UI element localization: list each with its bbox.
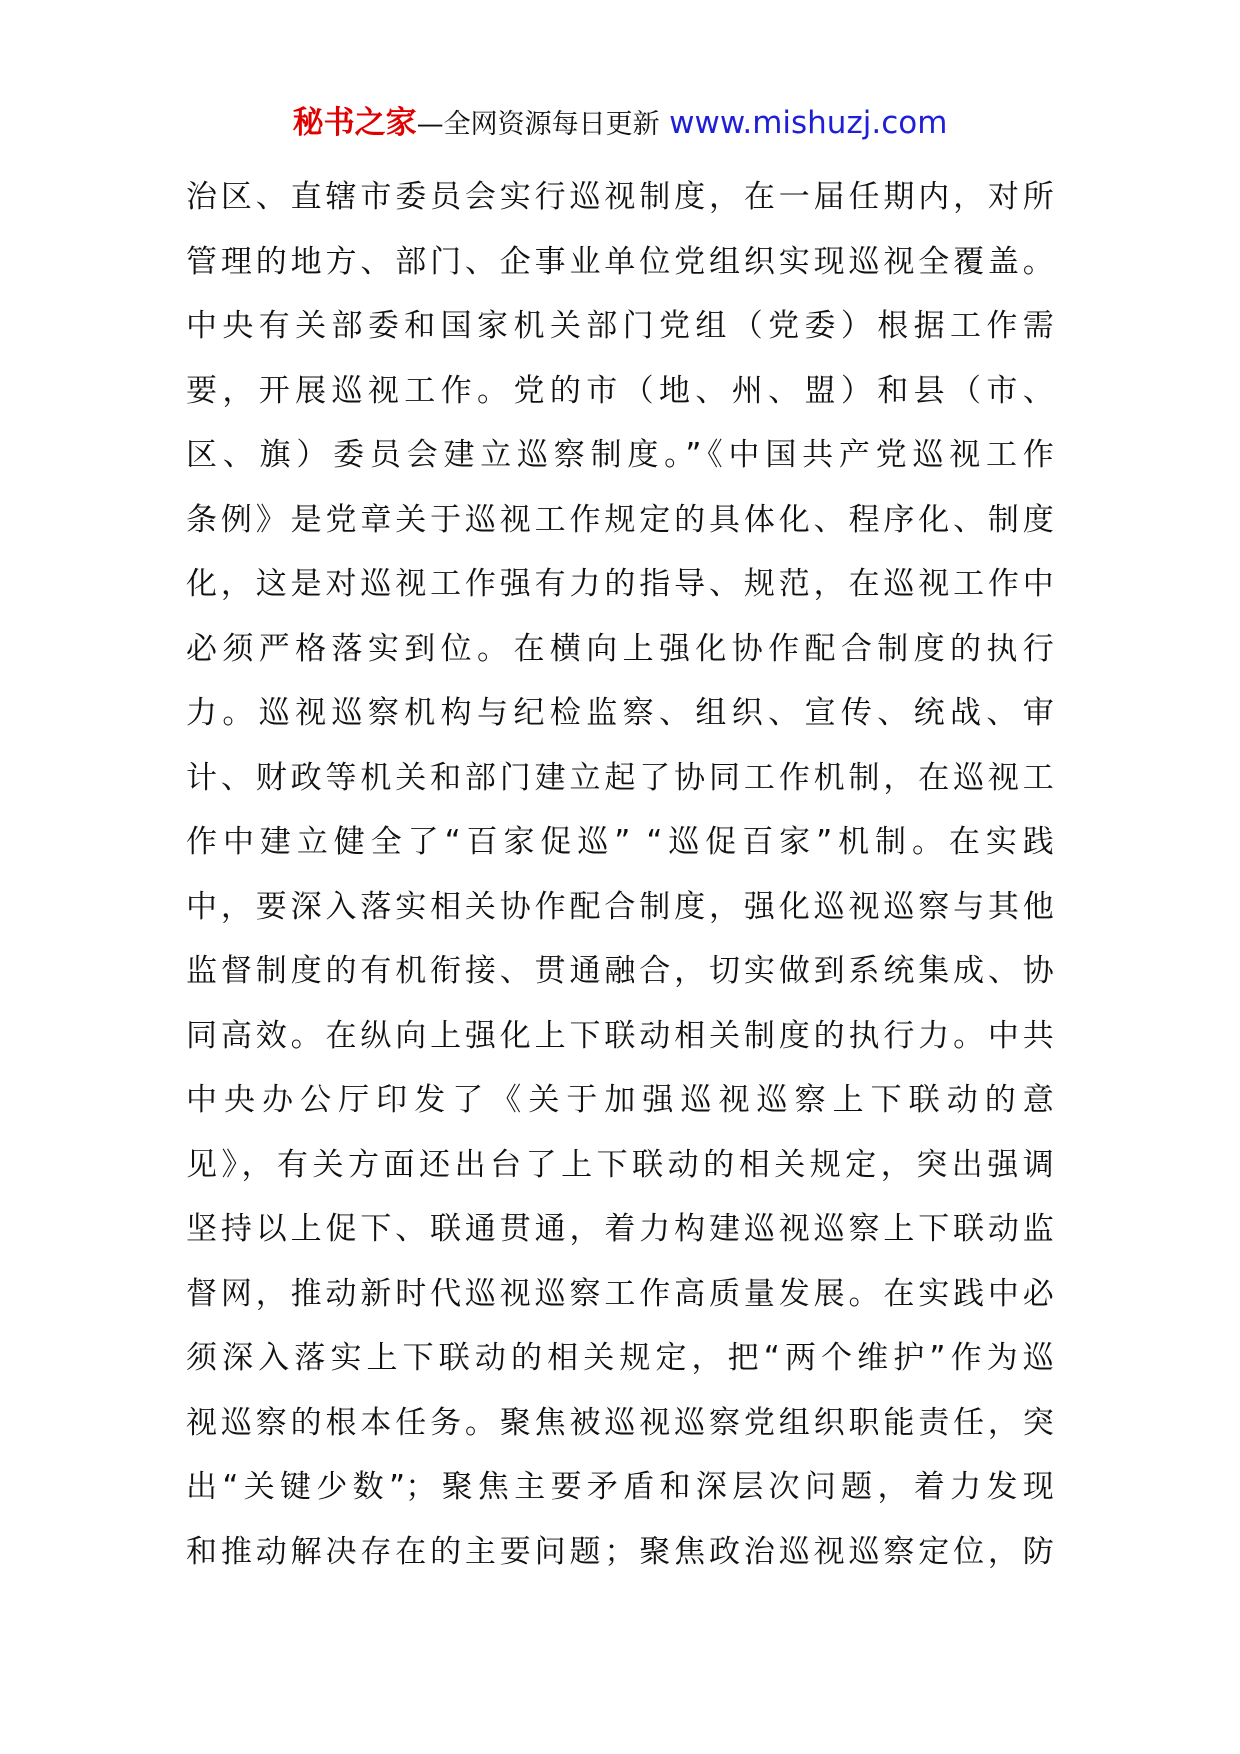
body-line: 计、财政等机关和部门建立起了协同工作机制，在巡视工 — [186, 759, 1054, 796]
body-line: 坚持以上促下、联通贯通，着力构建巡视巡察上下联动监 — [186, 1211, 1054, 1247]
header-tagline: —全网资源每日更新 — [416, 109, 660, 140]
page-header — [0, 100, 1240, 148]
body-line: 见》，有关方面还出台了上下联动的相关规定，突出强调 — [186, 1146, 1054, 1183]
body-line: 治区、直辖市委员会实行巡视制度，在一届任期内，对所 — [186, 179, 1054, 215]
body-line: 要，开展巡视工作。党的市（地、州、盟）和县（市、 — [186, 372, 1054, 409]
site-url-link[interactable]: www.mishuzj.com — [669, 105, 948, 141]
body-line: 出“关键少数”；聚焦主要矛盾和深层次问题，着力发现 — [186, 1469, 1054, 1505]
body-line: 监督制度的有机衔接、贯通融合，切实做到系统集成、协 — [186, 953, 1054, 989]
body-line: 和推动解决存在的主要问题；聚焦政治巡视巡察定位，防 — [186, 1533, 1054, 1570]
body-line: 力。巡视巡察机构与纪检监察、组织、宣传、统战、审 — [186, 695, 1054, 731]
body-line: 中央办公厅印发了《关于加强巡视巡察上下联动的意 — [186, 1082, 1054, 1118]
body-line: 须深入落实上下联动的相关规定，把“两个维护”作为巡 — [186, 1340, 1054, 1376]
body-line: 区、旗）委员会建立巡察制度。”《中国共产党巡视工作 — [186, 437, 1054, 473]
body-line: 条例》是党章关于巡视工作规定的具体化、程序化、制度 — [186, 501, 1054, 538]
brand-name: 秘书之家 — [292, 105, 417, 141]
body-line: 视巡察的根本任务。聚焦被巡视巡察党组织职能责任，突 — [186, 1404, 1054, 1441]
body-line: 同高效。在纵向上强化上下联动相关制度的执行力。中共 — [186, 1017, 1054, 1054]
body-line: 作中建立健全了“百家促巡” “巡促百家”机制。在实践 — [186, 824, 1054, 860]
body-line: 化，这是对巡视工作强有力的指导、规范，在巡视工作中 — [186, 566, 1054, 602]
body-line: 管理的地方、部门、企事业单位党组织实现巡视全覆盖。 — [186, 243, 1054, 280]
body-line: 中，要深入落实相关协作配合制度，强化巡视巡察与其他 — [186, 888, 1054, 925]
body-line: 督网，推动新时代巡视巡察工作高质量发展。在实践中必 — [186, 1275, 1054, 1312]
body-line: 必须严格落实到位。在横向上强化协作配合制度的执行 — [186, 630, 1054, 667]
document-body — [186, 165, 1054, 1584]
body-line: 中央有关部委和国家机关部门党组（党委）根据工作需 — [186, 308, 1054, 344]
